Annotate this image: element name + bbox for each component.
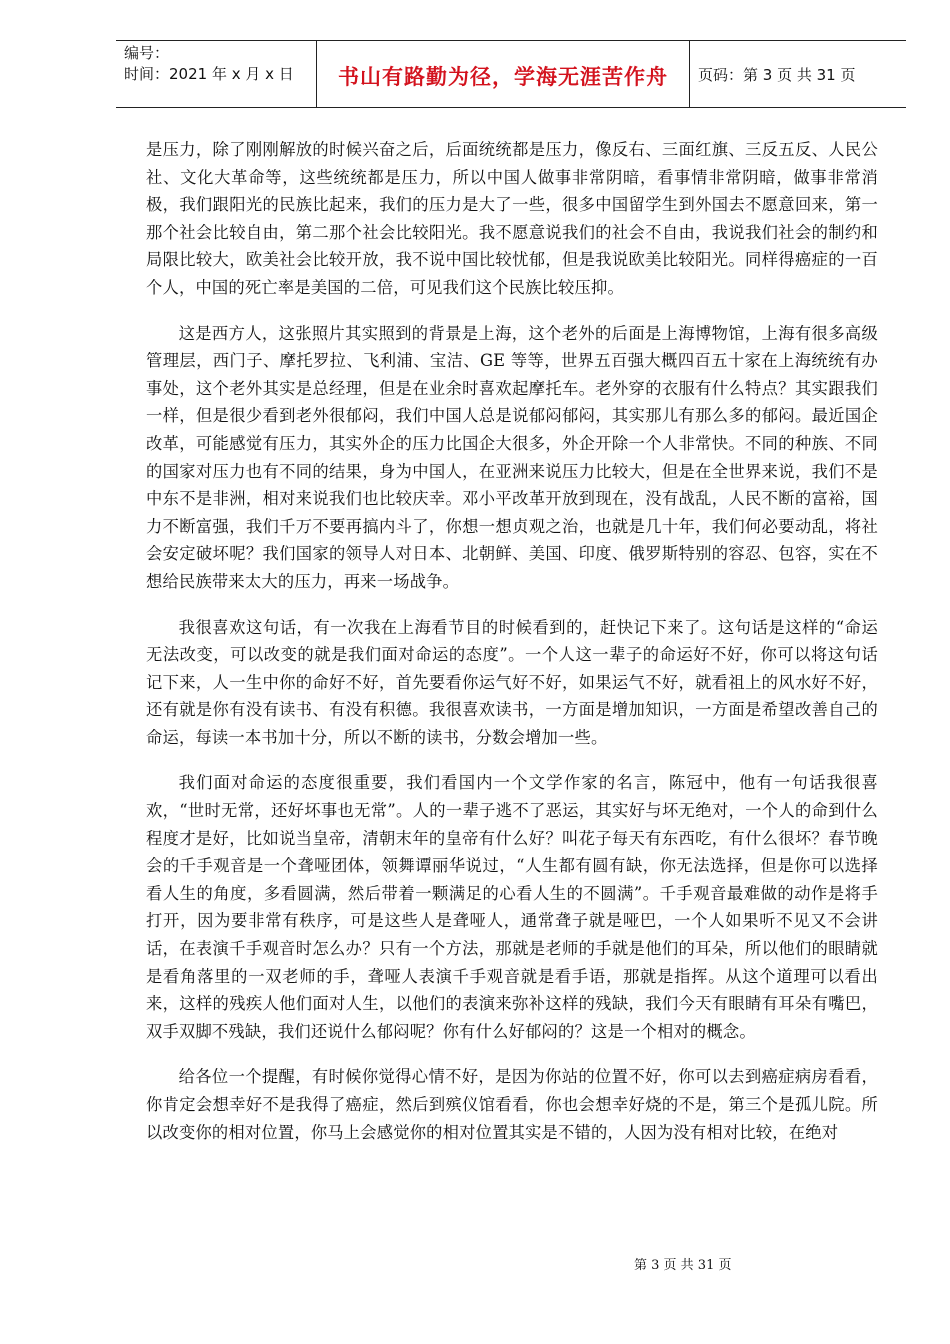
paragraph-3: 我很喜欢这句话，有一次我在上海看节目的时候看到的，赶快记下来了。这句话是这样的“命运无法改变，可以改变的就是我们面对命运的态度”。一个人这一辈子的命运好不好，你可以将这句话记下来，人一生中你的命好不好，首先要看你运气好不好，如果运气不好，就看祖上的风水好不好，还有就是你有没有读书、有没有积德。我很喜欢读书，一方面是增加知识，一方面是希望改善自己的命运，每读一本书加十分，所以不断的读书，分数会增加一些。 [146, 617, 878, 747]
time-label: 时间：2021 年 x 月 x 日 [124, 65, 294, 83]
page-header [116, 40, 906, 108]
serial-label: 编号： [124, 44, 170, 62]
paragraph-4: 我们面对命运的态度很重要，我们看国内一个文学作家的名言，陈冠中，他有一句话我很喜欢，“世时无常，还好坏事也无常”。人的一辈子逃不了恶运，其实好与坏无绝对，一个人的命到什么程度才是好，比如说当皇帝，清朝末年的皇帝有什么好？叫花子每天有东西吃，有什么很坏？春节晚会的千手观音是一个聋哑团体，领舞谭丽华说过，“人生都有圆有缺，你无法选择，但是你可以选择看人生的角度，多看圆满，然后带着一颗满足的心看人生的不圆满”。千手观音最难做的动作是将手打开，因为要非常有秩序，可是这些人是聋哑人，通常聋子就是哑巴，一个人如果听不见又不会讲话，在表演千手观音时怎么办？只有一个方法，那就是老师的手就是他们的耳朵，所以他们的眼睛就是看角落里的一双老师的手，聋哑人表演千手观音就是看手语，那就是指挥。从这个道理可以看出来，这样的残疾人他们面对人生，以他们的表演来弥补这样的残缺，我们今天有眼睛有耳朵有嘴巴，双手双脚不残缺，我们还说什么郁闷呢？你有什么好郁闷的？这是一个相对的概念。 [146, 773, 878, 1041]
paragraph-1: 是压力，除了刚刚解放的时候兴奋之后，后面统统都是压力，像反右、三面红旗、三反五反、人民公社、文化大革命等，这些统统都是压力，所以中国人做事非常阴暗，看事情非常阴暗，做事非常消极，我们跟阳光的民族比起来，我们的压力是大了一些，很多中国留学生到外国去不愿意回来，第一那个社会比较自由，第二那个社会比较阳光。我不愿意说我们的社会不自由，我说我们社会的制约和局限比较大，欧美社会比较开放，我不说中国比较忧郁，但是我说欧美比较阳光。同样得癌症的一百个人，中国的死亡率是美国的二倍，可见我们这个民族比较压抑。 [146, 140, 878, 297]
paragraph-5: 给各位一个提醒，有时候你觉得心情不好，是因为你站的位置不好，你可以去到癌症病房看看，你肯定会想幸好不是我得了癌症，然后到殡仪馆看看，你也会想幸好烧的不是，第三个是孤儿院。所以改变你的相对位置，你马上会感觉你的相对位置其实是不错的，人因为没有相对比较，在绝对 [146, 1067, 878, 1142]
paragraph-2: 这是西方人，这张照片其实照到的背景是上海，这个老外的后面是上海博物馆，上海有很多高级管理层，西门子、摩托罗拉、飞利浦、宝洁、GE 等等，世界五百强大概四百五十家在上海统统有办事处，这个老外其实是总经理，但是在业余时喜欢起摩托车。老外穿的衣服有什么特点？其实跟我们一样，但是很少看到老外很郁闷，我们中国人总是说郁闷郁闷，其实那儿有那么多的郁闷。最近国企改革，可能感觉有压力，其实外企的压力比国企大很多，外企开除一个人非常快。不同的种族、不同的国家对压力也有不同的结果，身为中国人，在亚洲来说压力比较大，但是在全世界来说，我们不是中东不是非洲，相对来说我们也比较庆幸。邓小平改革开放到现在，没有战乱，人民不断的富裕，国力不断富强，我们千万不要再搞内斗了，你想一想贞观之治，也就是几十年，我们何必要动乱，将社会安定破坏呢？我们国家的领导人对日本、北朝鲜、美国、印度、俄罗斯特别的容忍、包容，实在不想给民族带来太大的压力，再来一场战争。 [146, 323, 878, 591]
page-footer: 第 3 页 共 31 页 [634, 1258, 732, 1273]
header-page-number: 页码：第 3 页 共 31 页 [698, 66, 856, 84]
header-page-cell [690, 41, 906, 107]
motto-text: 书山有路勤为径，学海无涯苦作舟 [338, 65, 668, 89]
document-body [146, 136, 878, 1164]
header-motto-cell [316, 41, 690, 107]
header-meta-cell [116, 41, 316, 107]
